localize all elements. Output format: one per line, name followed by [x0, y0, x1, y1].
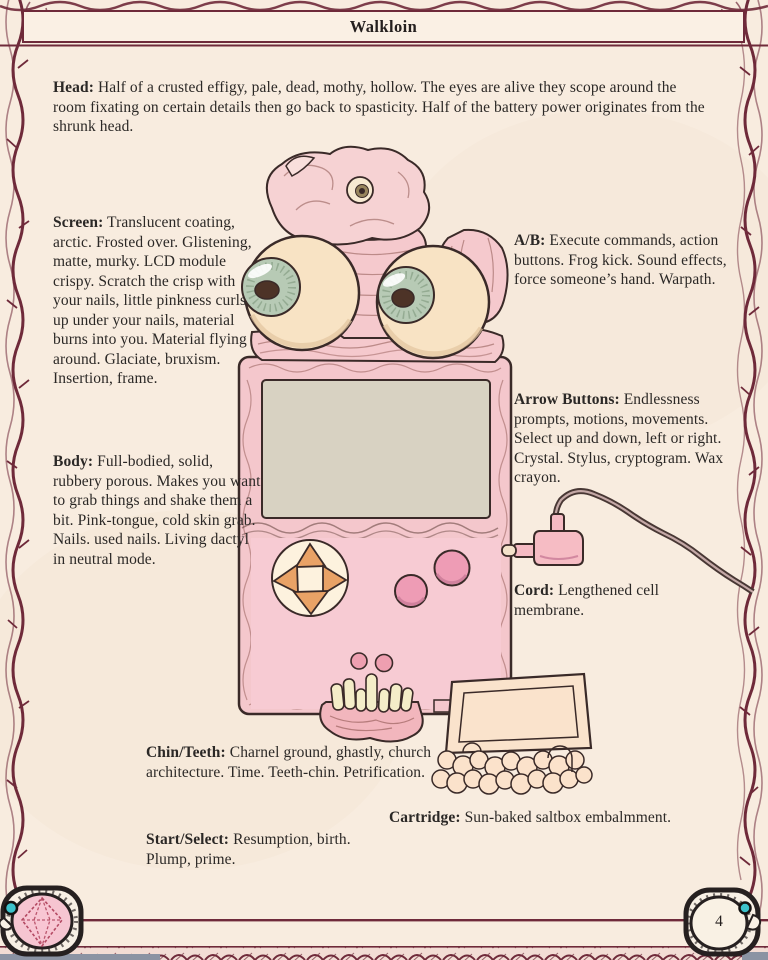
eye-icon	[5, 902, 17, 914]
section-arrow-buttons-text: Endlessness prompts, motions, movements. Select up and down, left or right. Crystal. Stylus, cryptogram. Wax crayon.	[514, 391, 724, 486]
section-cord-label: Cord:	[514, 582, 555, 599]
section-cord	[514, 581, 724, 620]
screen-panel	[262, 380, 490, 518]
section-start-select-text: Resumption, birth. Plump, prime.	[146, 831, 351, 868]
plug	[502, 514, 583, 565]
section-ab	[514, 231, 736, 290]
gem-medallion	[0, 888, 81, 954]
section-screen-label: Screen:	[53, 214, 104, 231]
section-ab-text: Execute commands, action buttons. Frog kick. Sound effects, force someone’s hand. Warpath.	[514, 232, 727, 288]
section-body	[53, 452, 265, 569]
section-cartridge-text: Sun-baked saltbox embalmment.	[464, 809, 672, 826]
a-button	[435, 551, 470, 586]
top-rule	[0, 45, 768, 47]
third-eye	[347, 177, 373, 203]
select-button	[351, 653, 367, 669]
section-body-label: Body:	[53, 453, 94, 470]
section-chin-teeth-label: Chin/Teeth:	[146, 744, 226, 761]
section-arrow-buttons-label: Arrow Buttons:	[514, 391, 620, 408]
b-button	[395, 575, 427, 607]
section-arrow-buttons	[514, 390, 742, 488]
section-ab-label: A/B:	[514, 232, 546, 249]
section-start-select-label: Start/Select:	[146, 831, 230, 848]
page-number: 4	[715, 913, 723, 930]
section-screen-text: Translucent coating, arctic. Frosted over. Glistening, matte, murky. LCD module crispy. Scratch the crisp with your nails, little pinkness curls up under your nails, material burns into you. Material flying around. Glaciate, bruxism. Insertion, frame.	[53, 214, 252, 387]
section-start-select	[146, 830, 391, 869]
section-cord-text: Lengthened cell membrane.	[514, 582, 660, 619]
section-chin-teeth-text: Charnel ground, ghastly, church architecture. Time. Teeth-chin. Petrification.	[146, 744, 432, 781]
start-button	[376, 655, 393, 672]
creature-body	[239, 357, 511, 714]
eye-icon	[740, 903, 751, 914]
power-cord	[502, 491, 753, 592]
section-body-text: Full-bodied, solid, rubbery porous. Makes you want to grab things and shake them a bit. Pink-tongue, cold skin grab. Nails. used nails. Living dactyl in neutral mode.	[53, 453, 261, 568]
section-head	[53, 78, 708, 137]
section-screen	[53, 213, 265, 389]
section-head-label: Head:	[53, 79, 94, 96]
page-title: Walkloin	[349, 16, 418, 36]
section-chin-teeth	[146, 743, 446, 782]
section-cartridge	[389, 808, 719, 828]
cartridge	[432, 674, 592, 794]
page-title-banner	[22, 10, 745, 43]
bottom-rule	[0, 919, 768, 921]
dpad	[272, 540, 348, 616]
right-eyeball	[377, 246, 489, 358]
section-head-text: Half of a crusted effigy, pale, dead, mothy, hollow. The eyes are alive they scope around the room fixating on certain details then go back to spasticity. Half of the battery power originates from the shrunk head.	[53, 79, 705, 135]
section-cartridge-label: Cartridge:	[389, 809, 461, 826]
